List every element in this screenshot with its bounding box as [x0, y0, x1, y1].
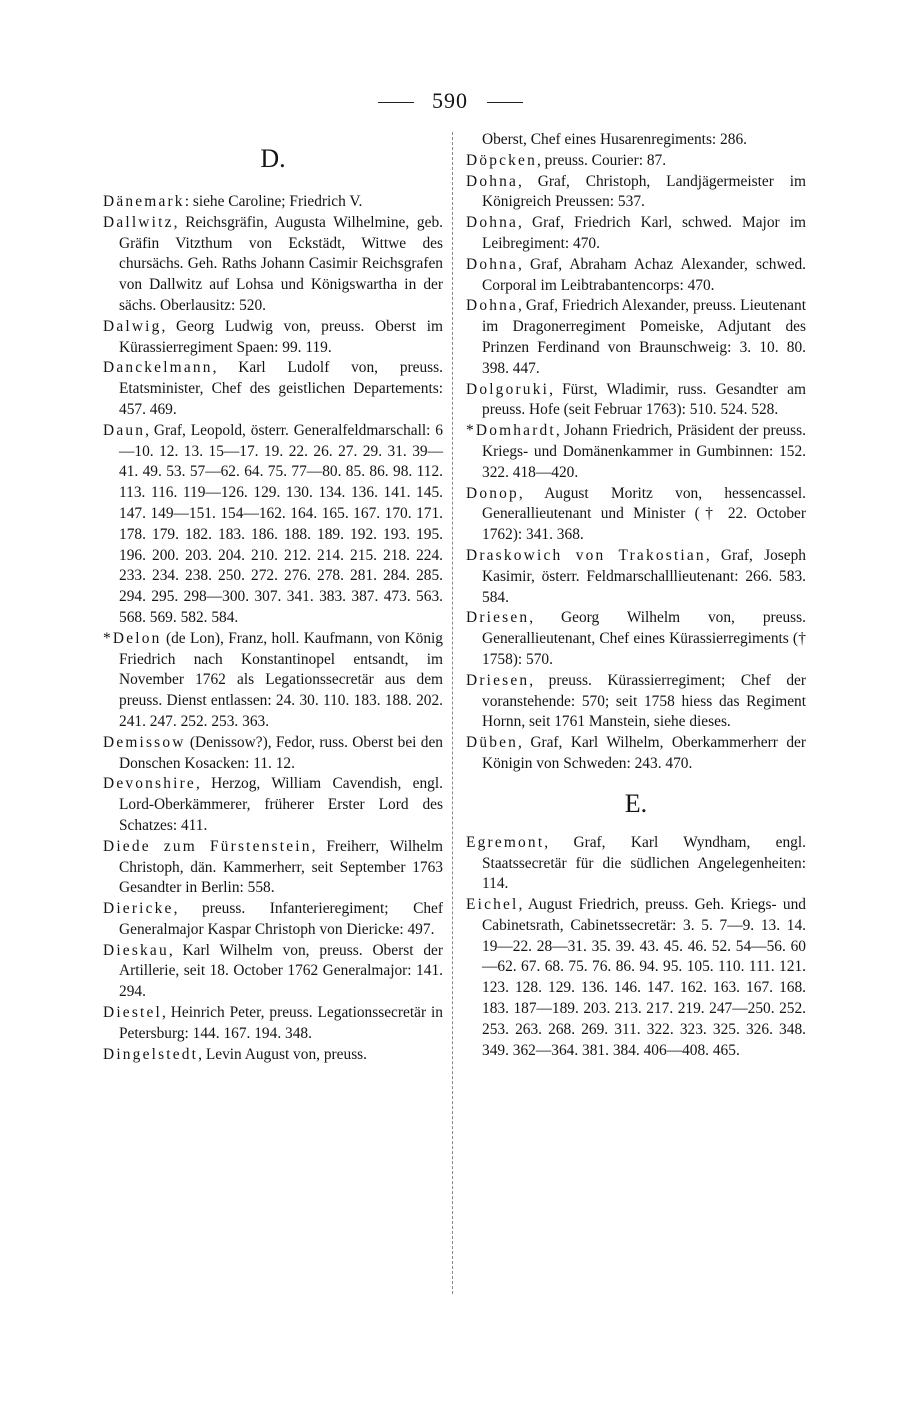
index-entry: [466, 895, 806, 1061]
entry-headword: Dohna: [466, 297, 519, 315]
entry-text: , Levin August von, preuss.: [198, 1045, 368, 1063]
entry-headword: Dieskau: [103, 941, 169, 959]
entry-headword: *Delon: [103, 629, 162, 647]
entry-text: , Heinrich Peter, preuss. Legationssecretär in Petersburg: 144. 167. 194. 348.: [119, 1004, 443, 1042]
index-entry: [103, 629, 443, 733]
entry-text: , Freiherr, Wilhelm Christoph, dän. Kammerherr, seit September 1763 Gesandter in Berlin: 558.: [119, 837, 443, 897]
left-column: [103, 130, 443, 1065]
entry-text: , Reichsgräfin, Augusta Wilhelmine, geb. Gräfin Vitzthum von Eckstädt, Wittwe des chursächs. Geh. Raths Johann Casimir Reichsgrafen von Dallwitz auf Lohsa und Königswartha in der sächs. Oberlausitz: 520.: [119, 213, 443, 314]
entry-text: : siehe Caroline; Friedrich V.: [184, 193, 363, 210]
entry-headword: Daun: [103, 421, 146, 439]
entry-headword: Eichel: [466, 896, 519, 914]
entry-headword: Donop: [466, 484, 519, 502]
index-entry: [466, 608, 806, 670]
index-entry: [466, 380, 806, 422]
index-entry: [103, 317, 443, 359]
index-entry: [103, 421, 443, 629]
index-entry: [103, 358, 443, 420]
page-header: [0, 88, 900, 114]
entry-text: , Fürst, Wladimir, russ. Gesandter am preuss. Hofe (seit Februar 1763): 510. 524. 528.: [482, 380, 806, 419]
header-rule-right: [487, 102, 523, 103]
entry-text: , Graf, Friedrich Karl, schwed. Major im Leibregiment: 470.: [482, 214, 806, 252]
index-entry: [466, 151, 806, 172]
entry-headword: Dohna: [466, 255, 519, 273]
entry-text: , Georg Ludwig von, preuss. Oberst im Kürassierregiment Spaen: 99. 119.: [119, 317, 443, 356]
entry-text: , Karl Ludolf von, preuss. Etatsminister, Chef des geistlichen Departements: 457. 469.: [119, 359, 443, 418]
index-entry: [466, 671, 806, 733]
index-entry: [466, 733, 806, 775]
header-rule-left: [378, 102, 414, 103]
entry-text: , Graf, Karl Wyndham, engl. Staatssecretär für die südlichen Angelegenheiten: 114.: [482, 833, 806, 893]
index-entry: [466, 546, 806, 608]
entry-text: , Graf, Abraham Achaz Alexander, schwed. Corporal im Leibtrabantencorps: 470.: [482, 255, 806, 294]
entry-text: , August Moritz von, hessencassel. Generallieutenant und Minister († 22. October 1762): 341. 368.: [482, 484, 806, 544]
entry-text: , preuss. Kürassierregiment; Chef der voranstehende: 570; seit 1758 hiess das Regiment Hornn, seit 1761 Manstein, siehe dieses.: [482, 671, 806, 731]
entry-text: , Georg Wilhelm von, preuss. Generallieutenant, Chef eines Kürassierregiments († 1758): 570.: [482, 609, 806, 668]
entry-text: (Denissow?), Fedor, russ. Oberst bei den Donschen Kosacken: 11. 12.: [119, 733, 443, 772]
entry-headword: Dohna: [466, 172, 519, 190]
entry-headword: Dalwig: [103, 317, 162, 335]
entry-text: , Karl Wilhelm von, preuss. Oberst der Artillerie, seit 18. October 1762 Generalmajor: 141. 294.: [119, 941, 443, 1001]
index-entries-d-right: [466, 151, 806, 775]
index-entries-e: [466, 833, 806, 1062]
index-entry: [103, 941, 443, 1003]
index-entry: [466, 213, 806, 255]
entry-text: , August Friedrich, preuss. Geh. Kriegs- und Cabinetsrath, Cabinetssecretär: 3. 5. 7—9. 13. 14. 19—22. 28—31. 35. 39. 43. 45. 46. 52. 54—56. 60—62. 67. 68. 75. 76. 86. 94. 95. 105. 110. 111. 121. 123. 128. 129. 136. 146. 147. 162. 163. 167. 168. 183. 187—189. 203. 213. 217. 219. 247—250. 252. 253. 263. 268. 269. 311. 322. 323. 325. 326. 348. 349. 362—364. 381. 384. 406—408. 465.: [482, 896, 806, 1059]
entry-text: (de Lon), Franz, holl. Kaufmann, von König Friedrich nach Konstantinopel entsandt, im November 1762 als Legationssecretär aus dem preuss. Dienst entlassen: 24. 30. 110. 183. 188. 202. 241. 247. 252. 253. 363.: [119, 629, 443, 730]
index-entry: [103, 837, 443, 899]
entry-headword: Dohna: [466, 214, 519, 232]
entry-text: , Graf, Karl Wilhelm, Oberkammerherr der Königin von Schweden: 243. 470.: [482, 734, 806, 772]
entry-headword: Düben: [466, 734, 519, 752]
index-entry: [103, 1003, 443, 1045]
index-entry: [103, 733, 443, 775]
page-number: 590: [432, 88, 468, 113]
index-entry: [466, 833, 806, 895]
entry-headword: Draskowich von Trakostian: [466, 546, 706, 564]
entry-text: , Graf, Christoph, Landjägermeister im Königreich Preussen: 537.: [482, 172, 806, 211]
column-divider: [452, 132, 453, 1294]
entry-text: , Johann Friedrich, Präsident der preuss. Kriegs- und Domänenkammer in Gumbinnen: 152. 322. 418—420.: [482, 422, 806, 481]
index-entry: [103, 192, 443, 213]
entry-headword: Devonshire: [103, 775, 196, 793]
entry-text: , preuss. Courier: 87.: [536, 151, 667, 169]
index-entry: [103, 899, 443, 941]
entry-headword: Diede zum Fürstenstein: [103, 837, 312, 855]
entry-headword: Danckelmann: [103, 359, 213, 377]
entry-text: , Graf, Friedrich Alexander, preuss. Lieutenant im Dragonerregiment Pomeiske, Adjutant des Prinzen Ferdinand von Braunschweig: 3. 10. 80. 398. 447.: [482, 297, 806, 377]
section-letter-d: D.: [260, 144, 286, 173]
index-entry: [466, 255, 806, 297]
entry-headword: Driesen: [466, 609, 530, 627]
entry-headword: Demissow: [103, 733, 186, 751]
entry-text: , Graf, Leopold, österr. Generalfeldmarschall: 6—10. 12. 13. 15—17. 19. 22. 26. 27. 29. 31. 39—41. 49. 53. 57—62. 64. 75. 77—80. 85. 86. 98. 112. 113. 116. 119—126. 129. 130. 134. 136. 141. 145. 147. 149—151. 154—162. 164. 165. 167. 170. 171. 178. 179. 182. 183. 186. 188. 189. 192. 193. 195. 196. 200. 203. 204. 210. 212. 214. 215. 218. 224. 233. 234. 238. 250. 272. 276. 278. 281. 284. 285. 294. 295. 298—300. 307. 341. 383. 387. 473. 563. 568. 569. 582. 584.: [119, 421, 443, 626]
index-entry: [466, 296, 806, 379]
entry-headword: Döpcken: [466, 151, 537, 169]
entry-headword: Egremont: [466, 833, 545, 851]
index-entry: [466, 484, 806, 546]
index-entry: [466, 421, 806, 483]
entry-headword: *Domhardt: [466, 422, 556, 440]
entry-text: , preuss. Infanterieregiment; Chef Generalmajor Kaspar Christoph von Diericke: 497.: [119, 900, 443, 938]
section-letter-e: E.: [624, 788, 648, 818]
entry-headword: Diestel: [103, 1004, 162, 1022]
entry-headword: Dolgoruki: [466, 380, 550, 398]
entry-headword: Dänemark: [103, 193, 185, 210]
entry-headword: Diericke: [103, 900, 174, 918]
index-entry: [103, 774, 443, 836]
entry-text: , Herzog, William Cavendish, engl. Lord-Oberkämmerer, früherer Erster Lord des Schatzes: 411.: [119, 775, 443, 834]
continued-entry: Oberst, Chef eines Husarenregiments: 286.: [482, 131, 747, 148]
entry-text: , Graf, Joseph Kasimir, österr. Feldmarschalllieutenant: 266. 583. 584.: [482, 546, 806, 606]
entry-headword: Dallwitz: [103, 213, 174, 231]
index-entry: [466, 172, 806, 214]
index-entry: [103, 1045, 443, 1066]
entry-headword: Dingelstedt: [103, 1045, 199, 1063]
index-entry: [103, 213, 443, 317]
index-entries-d-left: [103, 192, 443, 1065]
right-column: [466, 130, 806, 1061]
entry-headword: Driesen: [466, 671, 530, 689]
